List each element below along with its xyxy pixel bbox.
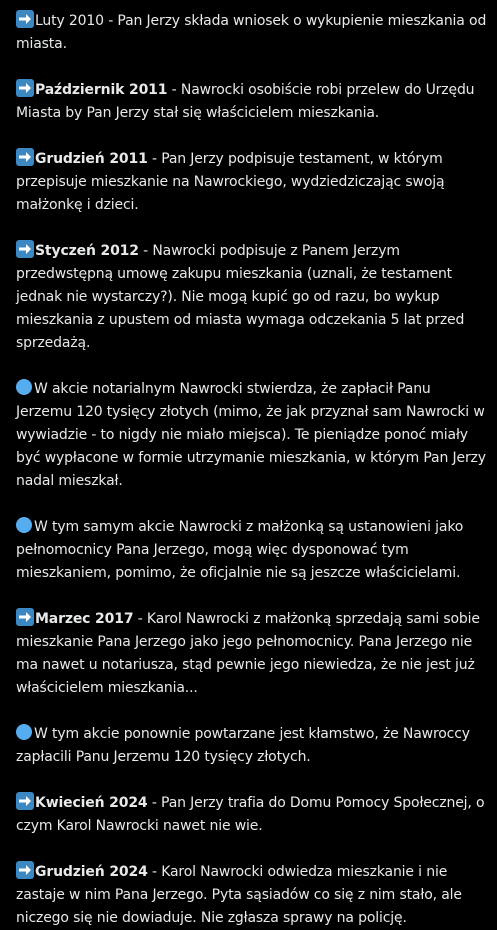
paragraph-text: - Nawrocki podpisuje z Panem Jerzym przedwstępną umowę zakupu mieszkania (uznali, że testament jednak nie wystarczy?). Nie mogą kupić go od razu, bo wykup mieszkania z upustem od miasta wymaga odczekania 5 lat przed sprzedażą. [16,243,465,351]
arrow-right-icon [16,792,34,810]
paragraph-text: W tym akcie ponownie powtarzane jest kłamstwo, że Nawroccy zapłacili Panu Jerzemu 120 tysięcy złotych. [16,726,470,765]
paragraph-3 [16,148,489,217]
paragraph-text: - Karol Nawrocki z małżonką sprzedają sami sobie mieszkanie Pana Jerzego jako jego pełnomocnicy. Pana Jerzego nie ma nawet u notariusza, stąd pewnie jego niewiedza, że nie jest już właścicielem mieszkania... [16,611,480,696]
date-label: Grudzień 2011 [35,151,148,167]
blue-circle-icon [16,517,32,533]
arrow-right-icon [16,240,34,258]
paragraph-text: Luty 2010 - Pan Jerzy składa wniosek o wykupienie mieszkania od miasta. [16,13,487,52]
paragraph-9 [16,792,489,838]
arrow-right-icon [16,10,34,28]
paragraph-text: W tym samym akcie Nawrocki z małżonką są ustanowieni jako pełnomocnicy Pana Jerzego, mogą więc dysponować tym mieszkaniem, pomimo, że oficjalnie nie są jeszcze właścicielami. [16,519,464,581]
paragraph-6 [16,516,489,585]
paragraph-8 [16,723,489,769]
paragraph-4 [16,240,489,355]
paragraph-text: - Nawrocki osobiście robi przelew do Urzędu Miasta by Pan Jerzy stał się właścicielem mieszkania. [16,82,475,121]
paragraph-text: - Karol Nawrocki odwiedza mieszkanie i nie zastaje w nim Pana Jerzego. Pyta sąsiadów co się z nim stało, ale niczego się nie dowiaduje. Nie zgłasza sprawy na policję. [16,864,462,926]
arrow-right-icon [16,79,34,97]
arrow-right-icon [16,861,34,879]
blue-circle-icon [16,379,32,395]
paragraph-2 [16,79,489,125]
paragraph-5 [16,378,489,493]
date-label: Październik 2011 [35,82,168,98]
paragraph-7 [16,608,489,700]
date-label: Grudzień 2024 [35,864,148,880]
arrow-right-icon [16,148,34,166]
arrow-right-icon [16,608,34,626]
paragraph-1 [16,10,489,56]
blue-circle-icon [16,724,32,740]
paragraph-text: - Pan Jerzy podpisuje testament, w którym przepisuje mieszkanie na Nawrockiego, wydziedziczając swoją małżonkę i dzieci. [16,151,445,213]
date-label: Marzec 2017 [35,611,134,627]
date-label: Styczeń 2012 [35,243,139,259]
paragraph-text: - Pan Jerzy trafia do Domu Pomocy Społecznej, o czym Karol Nawrocki nawet nie wie. [16,795,485,834]
date-label: Kwiecień 2024 [35,795,148,811]
paragraph-text: W akcie notarialnym Nawrocki stwierdza, że zapłacił Panu Jerzemu 120 tysięcy złotych (mimo, że jak przyznał sam Nawrocki w wywiadzie - to nigdy nie miało miejsca). Te pieniądze ponoć miały być wypłacone w formie utrzymanie mieszkania, w którym Pan Jerzy nadal mieszkał. [16,381,486,489]
paragraph-10 [16,861,489,930]
